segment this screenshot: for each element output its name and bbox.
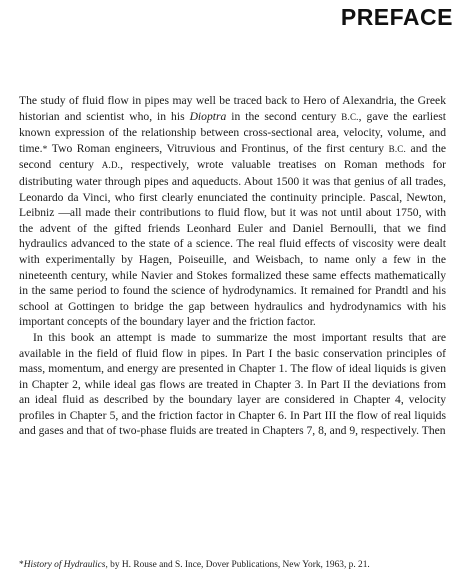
paragraph-2 [19,330,446,439]
footnote [19,559,449,571]
text-run: In this book an attempt is made to summarize the most important results that are available in the field of fluid flow in pipes. In Part I the basic conservation principles of mass, momentum, and energy are presented in Chapter 1. The flow of ideal liquids is given in Chapter 2, while ideal gas flows are treated in Chapter 3. In Part II the deviations from an ideal fluid as described by the boundary layer are considered in Chapter 4, velocity profiles in Chapter 5, and the friction factor in Chapter 6. In Part III the flow of real liquids and gases and that of two-phase fluids are treated in Chapters 7, 8, and 9, respectively. Then [19,330,446,438]
text-run: Two Roman engineers, Vitruvious and Frontinus, of the first century [47,141,389,155]
text-run: and the second century [19,141,447,172]
text-run: The study of fluid flow in pipes may well be traced back to Hero of Alexandria, the Greek historian and scientist who, in his [19,94,446,123]
page-title: PREFACE [340,4,453,30]
text-run: , gave the earliest known expression of the relationship between cross-sectional area, velocity, volume, and time. [19,109,446,155]
footnote-mark: * [19,560,24,570]
italic-text: Dioptra [189,109,227,123]
small-caps-text: A.D. [101,160,121,171]
text-run: in the second century [226,109,342,123]
footnote-book-title: History of Hydraulics [23,560,106,570]
small-caps-text: B.C. [388,143,406,154]
text-run: , respectively, wrote valuable treatises on Roman methods for distributing water through pipes and aqueducts. About 1500 it was that genius of all trades, Leonardo da Vinci, who first clearly enunciated the continuity principle. Pascal, Newton, Leibniz —all made their contributions to fluid flow, but it was not until about 1750, with the advent of the gifted friends Leonhard Euler and Daniel Bernoulli, that we find hydraulics advanced to the state of a science. The real fluid effects of viscosity were dealt with experimentally by Hagen, Poiseuille, and Weisbach, to name only a few in the nineteenth century, while Navier and Stokes formalized these same effects mathematically in the same period to found the science of hydrodynamics. It remained for Prandtl and his school at Gottingen to bridge the gap between hydraulics and hydrodynamics with his important concepts of the boundary layer and the friction factor. [19,158,446,329]
small-caps-text: B.C. [341,111,359,122]
footnote-citation: , by H. Rouse and S. Ince, Dover Publications, New York, 1963, p. 21. [105,560,370,570]
preface-body [19,93,446,439]
paragraph-1 [19,93,446,330]
footnote-reference: * [42,143,48,155]
